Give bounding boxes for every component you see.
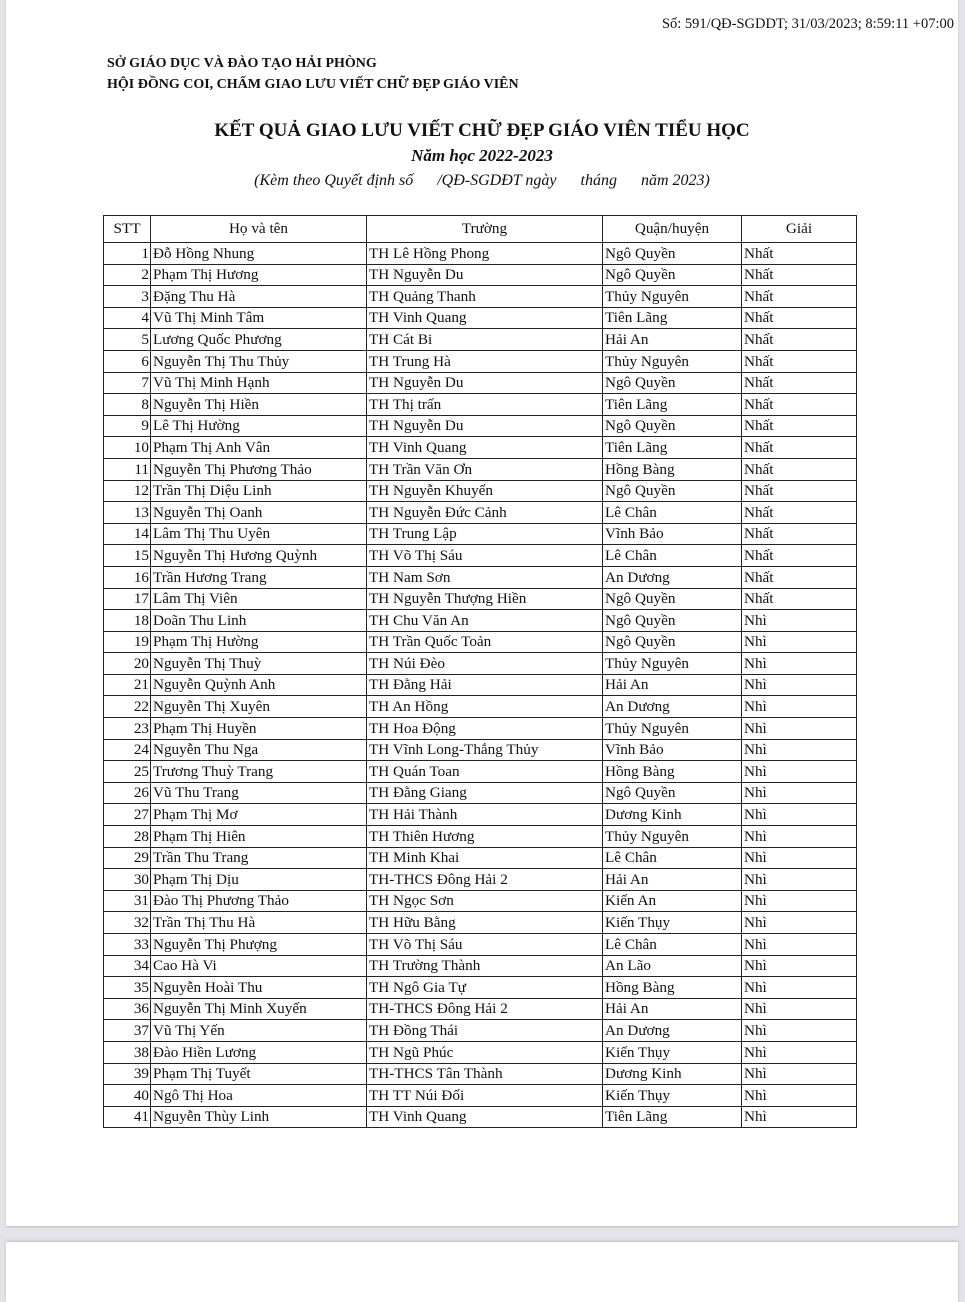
row-school: TH Nam Sơn — [367, 566, 603, 588]
row-district: Ngô Quyền — [603, 610, 742, 632]
row-stt: 1 — [104, 243, 151, 265]
row-district: Hồng Bàng — [603, 458, 742, 480]
row-school: TH-THCS Tân Thành — [367, 1063, 603, 1085]
row-stt: 31 — [104, 890, 151, 912]
row-district: Hồng Bàng — [603, 977, 742, 999]
row-name: Vũ Thu Trang — [151, 782, 367, 804]
row-award: Nhì — [742, 1041, 857, 1063]
table-row — [104, 372, 857, 394]
row-school: TH Nguyễn Du — [367, 264, 603, 286]
row-stt: 29 — [104, 847, 151, 869]
row-award: Nhất — [742, 566, 857, 588]
column-header-award: Giải — [742, 216, 857, 243]
row-name: Phạm Thị Hương — [151, 264, 367, 286]
row-name: Doãn Thu Linh — [151, 610, 367, 632]
table-row — [104, 415, 857, 437]
row-school: TH Nguyễn Du — [367, 372, 603, 394]
row-name: Nguyễn Quỳnh Anh — [151, 674, 367, 696]
row-stt: 25 — [104, 761, 151, 783]
table-row — [104, 653, 857, 675]
row-school: TH-THCS Đông Hải 2 — [367, 998, 603, 1020]
column-header-district: Quận/huyện — [603, 216, 742, 243]
row-district: An Dương — [603, 696, 742, 718]
row-name: Trần Thị Thu Hà — [151, 912, 367, 934]
row-stt: 4 — [104, 307, 151, 329]
school-year: Năm học 2022-2023 — [411, 146, 553, 165]
row-district: Kiến Thụy — [603, 1041, 742, 1063]
row-school: TH Hữu Bằng — [367, 912, 603, 934]
row-award: Nhất — [742, 394, 857, 416]
row-stt: 41 — [104, 1106, 151, 1128]
row-name: Nguyễn Thị Thuỳ — [151, 653, 367, 675]
row-district: Thủy Nguyên — [603, 826, 742, 848]
row-school: TH Trường Thành — [367, 955, 603, 977]
row-stt: 33 — [104, 934, 151, 956]
row-stt: 13 — [104, 502, 151, 524]
table-row — [104, 977, 857, 999]
row-school: TH An Hồng — [367, 696, 603, 718]
row-award: Nhì — [742, 1085, 857, 1107]
row-stt: 32 — [104, 912, 151, 934]
row-name: Đào Thị Phương Thảo — [151, 890, 367, 912]
table-row — [104, 523, 857, 545]
table-row — [104, 264, 857, 286]
row-district: Dương Kinh — [603, 804, 742, 826]
row-award: Nhất — [742, 286, 857, 308]
row-name: Đỗ Hồng Nhung — [151, 243, 367, 265]
row-school: TH Trung Hà — [367, 350, 603, 372]
table-row — [104, 912, 857, 934]
row-district: Ngô Quyền — [603, 372, 742, 394]
row-award: Nhất — [742, 243, 857, 265]
row-stt: 5 — [104, 329, 151, 351]
row-award: Nhì — [742, 955, 857, 977]
row-name: Phạm Thị Dịu — [151, 869, 367, 891]
table-row — [104, 998, 857, 1020]
row-award: Nhì — [742, 998, 857, 1020]
row-school: TH Vinh Quang — [367, 307, 603, 329]
table-row — [104, 631, 857, 653]
row-district: Hải An — [603, 998, 742, 1020]
table-row — [104, 350, 857, 372]
document-number-stamp: Số: 591/QĐ-SGDDT; 31/03/2023; 8:59:11 +07:00 — [661, 16, 954, 32]
table-row — [104, 674, 857, 696]
row-school: TH Thiên Hương — [367, 826, 603, 848]
row-district: Hải An — [603, 869, 742, 891]
row-stt: 27 — [104, 804, 151, 826]
row-name: Lê Thị Hường — [151, 415, 367, 437]
table-row — [104, 804, 857, 826]
row-stt: 19 — [104, 631, 151, 653]
row-award: Nhì — [742, 782, 857, 804]
row-stt: 34 — [104, 955, 151, 977]
row-district: Dương Kinh — [603, 1063, 742, 1085]
row-name: Nguyễn Thị Minh Xuyến — [151, 998, 367, 1020]
column-header-school: Trường — [367, 216, 603, 243]
row-school: TH Ngũ Phúc — [367, 1041, 603, 1063]
row-stt: 28 — [104, 826, 151, 848]
row-district: An Lão — [603, 955, 742, 977]
row-name: Lương Quốc Phương — [151, 329, 367, 351]
table-row — [104, 782, 857, 804]
table-row — [104, 458, 857, 480]
row-school: TH Trung Lập — [367, 523, 603, 545]
department-name: SỞ GIÁO DỤC VÀ ĐÀO TẠO HẢI PHÒNG — [107, 56, 377, 71]
column-header-name: Họ và tên — [151, 216, 367, 243]
row-stt: 14 — [104, 523, 151, 545]
row-name: Đặng Thu Hà — [151, 286, 367, 308]
table-row — [104, 696, 857, 718]
row-district: Tiên Lãng — [603, 1106, 742, 1128]
row-award: Nhì — [742, 804, 857, 826]
row-school: TH Hải Thành — [367, 804, 603, 826]
row-district: Hải An — [603, 329, 742, 351]
row-district: Lê Chân — [603, 545, 742, 567]
row-stt: 38 — [104, 1041, 151, 1063]
row-district: Ngô Quyền — [603, 480, 742, 502]
row-school: TH Lê Hồng Phong — [367, 243, 603, 265]
row-name: Trương Thuỳ Trang — [151, 761, 367, 783]
row-award: Nhì — [742, 610, 857, 632]
row-stt: 30 — [104, 869, 151, 891]
row-award: Nhì — [742, 653, 857, 675]
row-award: Nhất — [742, 264, 857, 286]
row-award: Nhì — [742, 761, 857, 783]
row-stt: 16 — [104, 566, 151, 588]
table-row — [104, 566, 857, 588]
row-name: Cao Hà Vi — [151, 955, 367, 977]
row-district: Tiên Lãng — [603, 307, 742, 329]
row-stt: 20 — [104, 653, 151, 675]
row-name: Nguyễn Thị Oanh — [151, 502, 367, 524]
row-school: TH Chu Văn An — [367, 610, 603, 632]
row-name: Nguyễn Thị Hiền — [151, 394, 367, 416]
row-award: Nhất — [742, 588, 857, 610]
row-district: Thủy Nguyên — [603, 718, 742, 740]
table-row — [104, 761, 857, 783]
table-row — [104, 1041, 857, 1063]
row-award: Nhì — [742, 869, 857, 891]
table-row — [104, 329, 857, 351]
row-stt: 21 — [104, 674, 151, 696]
row-award: Nhất — [742, 307, 857, 329]
row-district: Thủy Nguyên — [603, 286, 742, 308]
row-name: Vũ Thị Yến — [151, 1020, 367, 1042]
row-name: Phạm Thị Huyền — [151, 718, 367, 740]
table-row — [104, 286, 857, 308]
row-district: Vĩnh Bảo — [603, 523, 742, 545]
row-stt: 22 — [104, 696, 151, 718]
row-name: Nguyễn Hoài Thu — [151, 977, 367, 999]
row-school: TH Quán Toan — [367, 761, 603, 783]
row-stt: 3 — [104, 286, 151, 308]
row-school: TH Võ Thị Sáu — [367, 934, 603, 956]
row-district: Thủy Nguyên — [603, 653, 742, 675]
row-award: Nhì — [742, 631, 857, 653]
row-name: Trần Hương Trang — [151, 566, 367, 588]
row-award: Nhì — [742, 912, 857, 934]
row-name: Phạm Thị Mơ — [151, 804, 367, 826]
row-stt: 18 — [104, 610, 151, 632]
row-school: TH Trần Văn Ơn — [367, 458, 603, 480]
row-name: Vũ Thị Minh Tâm — [151, 307, 367, 329]
row-stt: 39 — [104, 1063, 151, 1085]
row-stt: 36 — [104, 998, 151, 1020]
row-award: Nhất — [742, 458, 857, 480]
row-name: Đào Hiền Lương — [151, 1041, 367, 1063]
row-award: Nhì — [742, 977, 857, 999]
row-school: TH Trần Quốc Toản — [367, 631, 603, 653]
row-award: Nhì — [742, 696, 857, 718]
row-award: Nhất — [742, 545, 857, 567]
row-school: TH Hoa Động — [367, 718, 603, 740]
table-row — [104, 588, 857, 610]
results-table — [103, 215, 857, 1128]
row-stt: 8 — [104, 394, 151, 416]
row-stt: 24 — [104, 739, 151, 761]
row-award: Nhất — [742, 329, 857, 351]
row-stt: 10 — [104, 437, 151, 459]
row-school: TH-THCS Đông Hải 2 — [367, 869, 603, 891]
row-name: Nguyễn Thị Hương Quỳnh — [151, 545, 367, 567]
row-award: Nhì — [742, 847, 857, 869]
row-award: Nhì — [742, 826, 857, 848]
row-award: Nhì — [742, 934, 857, 956]
row-district: Ngô Quyền — [603, 631, 742, 653]
row-name: Nguyễn Thị Phương Thảo — [151, 458, 367, 480]
table-row — [104, 502, 857, 524]
row-name: Phạm Thị Anh Vân — [151, 437, 367, 459]
row-school: TH Quảng Thanh — [367, 286, 603, 308]
row-stt: 2 — [104, 264, 151, 286]
row-school: TH Đằng Giang — [367, 782, 603, 804]
row-award: Nhì — [742, 1063, 857, 1085]
table-row — [104, 890, 857, 912]
row-school: TH Ngọc Sơn — [367, 890, 603, 912]
row-stt: 26 — [104, 782, 151, 804]
row-school: TH Võ Thị Sáu — [367, 545, 603, 567]
row-school: TH Núi Đèo — [367, 653, 603, 675]
row-school: TH Vinh Quang — [367, 1106, 603, 1128]
results-table-body — [104, 243, 857, 1128]
decision-reference: (Kèm theo Quyết định số /QĐ-SGDĐT ngày tháng năm 2023) — [254, 172, 710, 189]
row-district: An Dương — [603, 1020, 742, 1042]
row-school: TH Nguyễn Đức Cảnh — [367, 502, 603, 524]
table-row — [104, 1106, 857, 1128]
row-award: Nhất — [742, 415, 857, 437]
council-name: HỘI ĐỒNG COI, CHẤM GIAO LƯU VIẾT CHỮ ĐẸP GIÁO VIÊN — [107, 77, 519, 92]
row-name: Lâm Thị Viên — [151, 588, 367, 610]
row-name: Lâm Thị Thu Uyên — [151, 523, 367, 545]
row-district: Kiến Thụy — [603, 912, 742, 934]
row-district: Kiến An — [603, 890, 742, 912]
row-award: Nhất — [742, 350, 857, 372]
row-school: TH Vĩnh Long-Thắng Thủy — [367, 739, 603, 761]
row-district: Lê Chân — [603, 847, 742, 869]
row-name: Trần Thị Diệu Linh — [151, 480, 367, 502]
row-stt: 37 — [104, 1020, 151, 1042]
row-district: Hồng Bàng — [603, 761, 742, 783]
row-district: Hải An — [603, 674, 742, 696]
row-district: Ngô Quyền — [603, 415, 742, 437]
row-award: Nhất — [742, 502, 857, 524]
row-district: Ngô Quyền — [603, 588, 742, 610]
row-district: Lê Chân — [603, 502, 742, 524]
table-row — [104, 1085, 857, 1107]
row-name: Phạm Thị Tuyết — [151, 1063, 367, 1085]
row-stt: 11 — [104, 458, 151, 480]
row-name: Phạm Thị Hường — [151, 631, 367, 653]
table-row — [104, 610, 857, 632]
row-stt: 7 — [104, 372, 151, 394]
table-row — [104, 437, 857, 459]
table-row — [104, 869, 857, 891]
document-title: KẾT QUẢ GIAO LƯU VIẾT CHỮ ĐẸP GIÁO VIÊN TIỂU HỌC — [214, 120, 750, 141]
row-stt: 6 — [104, 350, 151, 372]
row-stt: 12 — [104, 480, 151, 502]
row-school: TH Đồng Thái — [367, 1020, 603, 1042]
row-stt: 40 — [104, 1085, 151, 1107]
row-name: Trần Thu Trang — [151, 847, 367, 869]
row-name: Nguyễn Thị Thu Thủy — [151, 350, 367, 372]
table-row — [104, 718, 857, 740]
row-award: Nhất — [742, 437, 857, 459]
row-school: TH Minh Khai — [367, 847, 603, 869]
column-header-stt: STT — [104, 216, 151, 243]
table-row — [104, 545, 857, 567]
row-name: Ngô Thị Hoa — [151, 1085, 367, 1107]
table-row — [104, 1020, 857, 1042]
table-row — [104, 1063, 857, 1085]
row-stt: 17 — [104, 588, 151, 610]
row-school: TH Đằng Hải — [367, 674, 603, 696]
row-school: TH Cát Bi — [367, 329, 603, 351]
row-school: TH Nguyễn Du — [367, 415, 603, 437]
row-name: Nguyễn Thùy Linh — [151, 1106, 367, 1128]
row-school: TH Vinh Quang — [367, 437, 603, 459]
row-school: TH Nguyễn Khuyến — [367, 480, 603, 502]
next-document-page — [6, 1242, 958, 1302]
row-award: Nhì — [742, 890, 857, 912]
row-school: TH Thị trấn — [367, 394, 603, 416]
table-row — [104, 394, 857, 416]
row-district: Ngô Quyền — [603, 264, 742, 286]
row-district: An Dương — [603, 566, 742, 588]
row-district: Tiên Lãng — [603, 394, 742, 416]
row-district: Thủy Nguyên — [603, 350, 742, 372]
row-school: TH TT Núi Đối — [367, 1085, 603, 1107]
row-district: Lê Chân — [603, 934, 742, 956]
row-award: Nhì — [742, 739, 857, 761]
row-name: Phạm Thị Hiên — [151, 826, 367, 848]
table-row — [104, 934, 857, 956]
row-district: Ngô Quyền — [603, 782, 742, 804]
table-row — [104, 307, 857, 329]
row-award: Nhất — [742, 372, 857, 394]
table-row — [104, 847, 857, 869]
table-row — [104, 826, 857, 848]
row-name: Vũ Thị Minh Hạnh — [151, 372, 367, 394]
row-district: Kiến Thụy — [603, 1085, 742, 1107]
row-school: TH Ngô Gia Tự — [367, 977, 603, 999]
row-award: Nhất — [742, 480, 857, 502]
table-row — [104, 243, 857, 265]
table-row — [104, 480, 857, 502]
row-school: TH Nguyễn Thượng Hiền — [367, 588, 603, 610]
row-name: Nguyễn Thị Xuyên — [151, 696, 367, 718]
row-stt: 15 — [104, 545, 151, 567]
document-page — [6, 0, 958, 1226]
row-award: Nhất — [742, 523, 857, 545]
row-name: Nguyễn Thu Nga — [151, 739, 367, 761]
table-header-row — [104, 216, 857, 243]
row-district: Vĩnh Bảo — [603, 739, 742, 761]
table-row — [104, 955, 857, 977]
row-district: Ngô Quyền — [603, 243, 742, 265]
row-stt: 23 — [104, 718, 151, 740]
row-award: Nhì — [742, 1106, 857, 1128]
row-district: Tiên Lãng — [603, 437, 742, 459]
row-award: Nhì — [742, 1020, 857, 1042]
table-row — [104, 739, 857, 761]
row-stt: 35 — [104, 977, 151, 999]
row-award: Nhì — [742, 718, 857, 740]
row-stt: 9 — [104, 415, 151, 437]
row-name: Nguyễn Thị Phượng — [151, 934, 367, 956]
row-award: Nhì — [742, 674, 857, 696]
